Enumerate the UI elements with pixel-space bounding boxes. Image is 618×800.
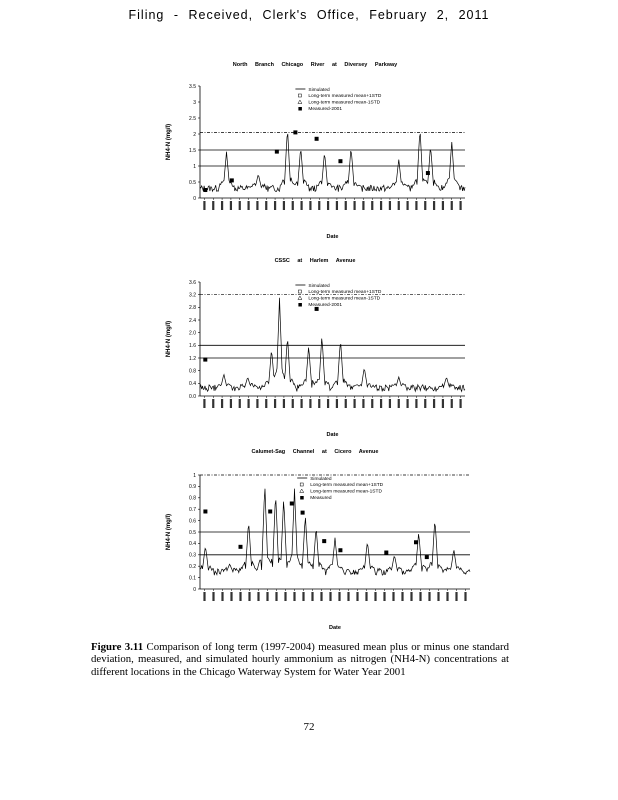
legend-plus-label: Long-term measured mean+1STD: [308, 290, 382, 295]
y-tick-label: 0: [193, 195, 196, 202]
x-tick-label-mark: [320, 592, 322, 601]
y-tick-label: 0.4: [189, 381, 196, 388]
x-tick-label-mark: [383, 592, 385, 601]
x-axis-label: Date: [326, 234, 339, 240]
x-tick-label-mark: [230, 201, 232, 210]
x-tick-label-mark: [345, 201, 347, 210]
x-tick-label-mark: [406, 399, 408, 408]
measured-point: [384, 551, 388, 555]
x-tick-label-mark: [356, 592, 358, 601]
chart-svg: [150, 72, 480, 252]
x-tick-label-mark: [247, 399, 249, 408]
x-tick-label-mark: [336, 201, 338, 210]
x-tick-label-mark: [265, 201, 267, 210]
y-tick-label: 0.4: [189, 541, 196, 548]
figure-label: Figure 3.11: [91, 641, 144, 653]
legend-plus-label: Long-term measured mean+1STD: [308, 94, 382, 99]
chart-svg: [150, 268, 480, 448]
legend-measured-swatch: [298, 303, 302, 307]
chart-title: Calumet-Sag Channel at Cicero Avenue: [251, 449, 379, 455]
x-tick-label-mark: [265, 399, 267, 408]
y-tick-label: 2.4: [189, 317, 196, 324]
legend-simulated-label: Simulated: [310, 476, 332, 482]
measured-point: [290, 502, 294, 506]
x-tick-label-mark: [442, 201, 444, 210]
x-axis-label: Date: [326, 432, 339, 438]
y-tick-label: 0.5: [189, 179, 196, 186]
y-tick-label: 0.1: [189, 575, 196, 582]
x-tick-label-mark: [419, 592, 421, 601]
x-tick-label-mark: [442, 399, 444, 408]
x-tick-label-mark: [221, 592, 223, 601]
legend-minus-label: Long-term measured mean-1STD: [308, 296, 381, 302]
legend-minus-swatch: [298, 296, 302, 300]
x-tick-label-mark: [309, 399, 311, 408]
measured-point: [315, 137, 319, 141]
x-tick-label-mark: [329, 592, 331, 601]
measured-point: [230, 178, 234, 182]
chart-title: CSSC at Harlem Avenue: [274, 258, 356, 264]
x-tick-label-mark: [398, 399, 400, 408]
simulated-series-line: [200, 298, 465, 392]
x-tick-label-mark: [398, 201, 400, 210]
measured-point: [338, 548, 342, 552]
measured-point: [425, 555, 429, 559]
legend-measured-label: Measured: [310, 496, 332, 501]
x-tick-label-mark: [336, 399, 338, 408]
legend-minus-swatch: [298, 100, 302, 104]
legend-plus-swatch: [298, 290, 301, 293]
measured-point: [268, 509, 272, 513]
x-tick-label-mark: [380, 201, 382, 210]
legend-simulated-label: Simulated: [308, 283, 330, 289]
x-tick-label-mark: [347, 592, 349, 601]
legend-plus-swatch: [298, 94, 301, 97]
x-tick-label-mark: [318, 399, 320, 408]
x-tick-label-mark: [362, 201, 364, 210]
simulated-series-line: [200, 134, 465, 192]
legend-minus-swatch: [300, 489, 304, 493]
x-tick-label-mark: [433, 399, 435, 408]
x-tick-label-mark: [293, 592, 295, 601]
y-tick-label: 3.6: [189, 279, 196, 286]
x-tick-label-mark: [239, 592, 241, 601]
legend-measured-label: Measured-2001: [308, 107, 343, 112]
figure-caption: [91, 641, 509, 678]
x-tick-label-mark: [424, 201, 426, 210]
measured-point: [239, 545, 243, 549]
y-tick-label: 2.0: [189, 330, 196, 337]
legend-measured-label: Measured-2001: [308, 303, 343, 308]
x-tick-label-mark: [275, 592, 277, 601]
x-tick-label-mark: [302, 592, 304, 601]
y-tick-label: 0.0: [189, 393, 196, 400]
x-tick-label-mark: [406, 201, 408, 210]
x-tick-label-mark: [353, 399, 355, 408]
x-tick-label-mark: [311, 592, 313, 601]
x-tick-label-mark: [389, 399, 391, 408]
measured-point: [293, 130, 297, 134]
legend-plus-swatch: [300, 483, 303, 486]
y-tick-label: 1.6: [189, 343, 196, 350]
y-axis-label: NH4-N (mg/l): [166, 123, 172, 161]
x-tick-label-mark: [212, 201, 214, 210]
y-tick-label: 3: [193, 99, 196, 106]
x-tick-label-mark: [283, 201, 285, 210]
x-tick-label-mark: [292, 399, 294, 408]
chart-title: North Branch Chicago River at Diversey Parkway: [232, 62, 398, 68]
y-tick-label: 3.2: [189, 292, 196, 299]
y-tick-label: 0: [193, 586, 196, 593]
y-tick-label: 1: [193, 163, 196, 170]
x-tick-label-mark: [353, 201, 355, 210]
x-tick-label-mark: [446, 592, 448, 601]
measured-point: [338, 159, 342, 163]
x-tick-label-mark: [389, 201, 391, 210]
x-tick-label-mark: [428, 592, 430, 601]
y-tick-label: 1.2: [189, 355, 196, 362]
y-axis-label: NH4-N (mg/l): [166, 513, 172, 551]
x-tick-label-mark: [392, 592, 394, 601]
measured-point: [275, 150, 279, 154]
y-tick-label: 2: [193, 131, 196, 138]
x-tick-label-mark: [221, 399, 223, 408]
x-tick-label-mark: [327, 201, 329, 210]
measured-point: [301, 511, 305, 515]
x-tick-label-mark: [239, 399, 241, 408]
measured-point: [203, 509, 207, 513]
legend-minus-label: Long-term measured mean-1STD: [310, 489, 382, 495]
x-tick-label-mark: [203, 201, 205, 210]
y-tick-label: 0.9: [189, 484, 196, 491]
x-tick-label-mark: [451, 399, 453, 408]
x-tick-label-mark: [365, 592, 367, 601]
x-tick-label-mark: [459, 201, 461, 210]
legend-plus-label: Long-term measured mean+1STD: [310, 483, 384, 488]
x-tick-label-mark: [374, 592, 376, 601]
x-tick-label-mark: [327, 399, 329, 408]
measured-point: [322, 539, 326, 543]
x-tick-label-mark: [256, 399, 258, 408]
x-tick-label-mark: [212, 399, 214, 408]
x-tick-label-mark: [459, 399, 461, 408]
x-tick-label-mark: [212, 592, 214, 601]
x-tick-label-mark: [371, 201, 373, 210]
x-tick-label-mark: [221, 201, 223, 210]
x-tick-label-mark: [362, 399, 364, 408]
y-tick-label: 0.7: [189, 507, 196, 513]
legend-measured-swatch: [298, 107, 302, 111]
x-tick-label-mark: [464, 592, 466, 601]
chart-svg: [150, 461, 480, 646]
x-tick-label-mark: [345, 399, 347, 408]
x-tick-label-mark: [451, 201, 453, 210]
x-tick-label-mark: [415, 201, 417, 210]
x-tick-label-mark: [203, 592, 205, 601]
y-tick-label: 0.2: [189, 564, 196, 570]
legend-measured-swatch: [300, 496, 304, 500]
x-tick-label-mark: [230, 399, 232, 408]
x-tick-label-mark: [338, 592, 340, 601]
x-tick-label-mark: [415, 399, 417, 408]
x-tick-label-mark: [239, 201, 241, 210]
x-tick-label-mark: [266, 592, 268, 601]
y-tick-label: 0.6: [189, 518, 196, 525]
x-tick-label-mark: [292, 201, 294, 210]
page-number: 72: [303, 721, 315, 733]
x-tick-label-mark: [203, 399, 205, 408]
x-tick-label-mark: [284, 592, 286, 601]
x-tick-label-mark: [256, 201, 258, 210]
x-tick-label-mark: [230, 592, 232, 601]
x-tick-label-mark: [437, 592, 439, 601]
measured-point: [203, 358, 207, 362]
x-tick-label-mark: [455, 592, 457, 601]
x-tick-label-mark: [410, 592, 412, 601]
x-tick-label-mark: [300, 399, 302, 408]
measured-point: [426, 171, 430, 175]
x-tick-label-mark: [274, 201, 276, 210]
x-tick-label-mark: [424, 399, 426, 408]
x-tick-label-mark: [401, 592, 403, 601]
x-axis-label: Date: [329, 625, 341, 631]
x-tick-label-mark: [248, 592, 250, 601]
x-tick-label-mark: [371, 399, 373, 408]
legend-simulated-label: Simulated: [308, 87, 330, 93]
y-tick-label: 0.3: [189, 552, 196, 559]
legend-minus-label: Long-term measured mean-1STD: [308, 100, 381, 106]
x-tick-label-mark: [257, 592, 259, 601]
y-tick-label: 3.5: [189, 83, 196, 90]
measured-point: [203, 188, 207, 192]
x-tick-label-mark: [380, 399, 382, 408]
x-tick-label-mark: [247, 201, 249, 210]
y-axis-label: NH4-N (mg/l): [166, 320, 172, 358]
x-tick-label-mark: [283, 399, 285, 408]
figure-caption-text: Comparison of long term (1997-2004) measured mean plus or minus one standard deviation, measured, and simulated hourly ammonium as nitrogen (NH4-N) concentrations at different locations in the Chicago Waterway System for Water Year 2001: [91, 641, 509, 678]
y-tick-label: 1.5: [189, 147, 196, 154]
x-tick-label-mark: [433, 201, 435, 210]
y-tick-label: 2.5: [189, 115, 196, 122]
x-tick-label-mark: [300, 201, 302, 210]
x-tick-label-mark: [318, 201, 320, 210]
x-tick-label-mark: [274, 399, 276, 408]
y-tick-label: 2.8: [189, 305, 196, 312]
y-tick-label: 0.8: [189, 368, 196, 375]
x-tick-label-mark: [309, 201, 311, 210]
y-tick-label: 0.8: [189, 495, 196, 502]
filing-header: Filing - Received, Clerk's Office, February 2, 2011: [128, 8, 490, 22]
y-tick-label: 0.5: [189, 529, 196, 536]
y-tick-label: 1: [193, 472, 196, 479]
measured-point: [414, 540, 418, 544]
